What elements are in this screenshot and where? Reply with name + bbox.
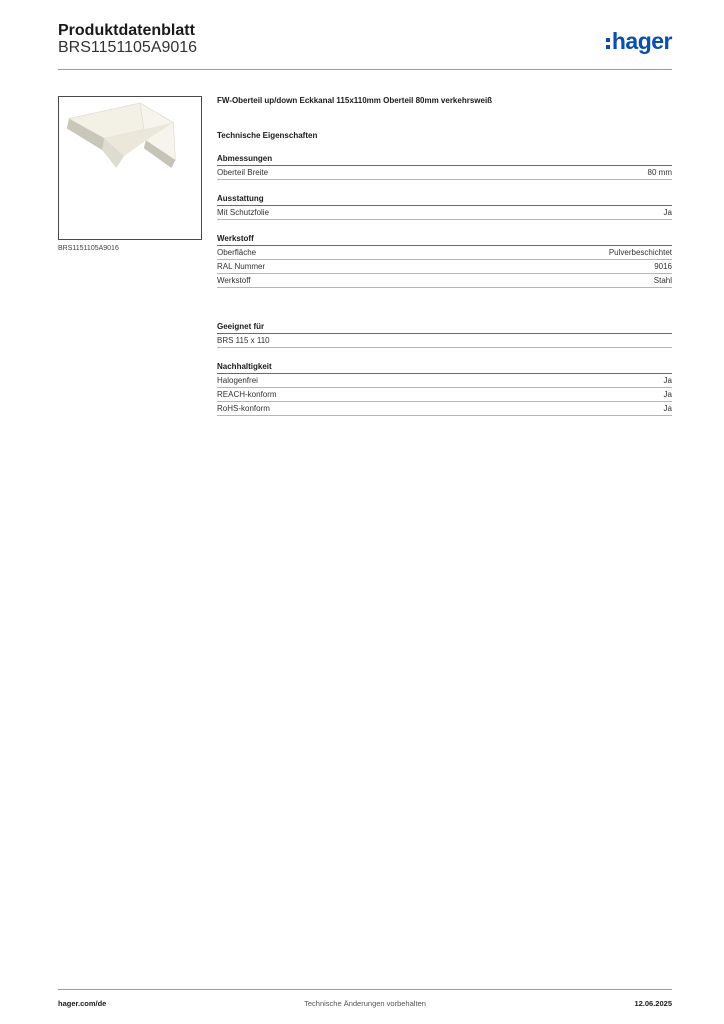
table-row (217, 260, 672, 274)
row-label: BRS 115 x 110 (217, 336, 270, 345)
row-label: Oberteil Breite (217, 168, 269, 177)
row-value: Stahl (653, 276, 672, 285)
hager-logo (606, 28, 672, 54)
table-row (217, 374, 672, 388)
row-value: 80 mm (647, 168, 672, 177)
product-code: BRS1151105A9016 (58, 39, 198, 56)
group-title-abmessungen: Abmessungen (217, 154, 672, 166)
row-label: Werkstoff (217, 276, 251, 285)
product-image (58, 96, 202, 240)
image-caption: BRS1151105A9016 (58, 245, 119, 252)
row-value: Ja (663, 208, 672, 217)
table-row (217, 388, 672, 402)
row-label: Halogenfrei (217, 376, 258, 385)
row-label: RAL Nummer (217, 262, 266, 271)
page-header (58, 22, 672, 70)
page-footer (58, 989, 672, 1013)
logo-dots-icon (606, 38, 610, 49)
group-title-nachhaltigkeit: Nachhaltigkeit (217, 362, 672, 374)
table-row (217, 166, 672, 180)
corner-cover-illustration (59, 97, 201, 239)
footer-notice: Technische Änderungen vorbehalten (304, 999, 426, 1008)
table-row (217, 246, 672, 260)
group-title-werkstoff: Werkstoff (217, 234, 672, 246)
table-row (217, 402, 672, 416)
table-row (217, 334, 672, 348)
row-label: REACH-konform (217, 390, 277, 399)
table-row (217, 206, 672, 220)
document-title: Produktdatenblatt (58, 22, 195, 39)
logo-text: hager (611, 27, 672, 54)
row-label: Oberfläche (217, 248, 257, 257)
table-row (217, 274, 672, 288)
group-title-geeignet-fuer: Geeignet für (217, 322, 672, 334)
product-details (217, 96, 672, 416)
group-title-ausstattung: Ausstattung (217, 194, 672, 206)
row-value: Ja (663, 404, 672, 413)
row-value: Ja (663, 390, 672, 399)
row-value: 9016 (654, 262, 672, 271)
footer-website-link[interactable]: hager.com/de (58, 999, 107, 1008)
row-value: Pulverbeschichtet (608, 248, 672, 257)
footer-date: 12.06.2025 (634, 999, 672, 1008)
row-label: RoHS-konform (217, 404, 270, 413)
product-title: FW-Oberteil up/down Eckkanal 115x110mm Oberteil 80mm verkehrsweiß (217, 96, 493, 105)
row-value: Ja (663, 376, 672, 385)
section-title: Technische Eigenschaften (217, 131, 318, 140)
spacer (217, 288, 672, 322)
row-label: Mit Schutzfolie (217, 208, 270, 217)
